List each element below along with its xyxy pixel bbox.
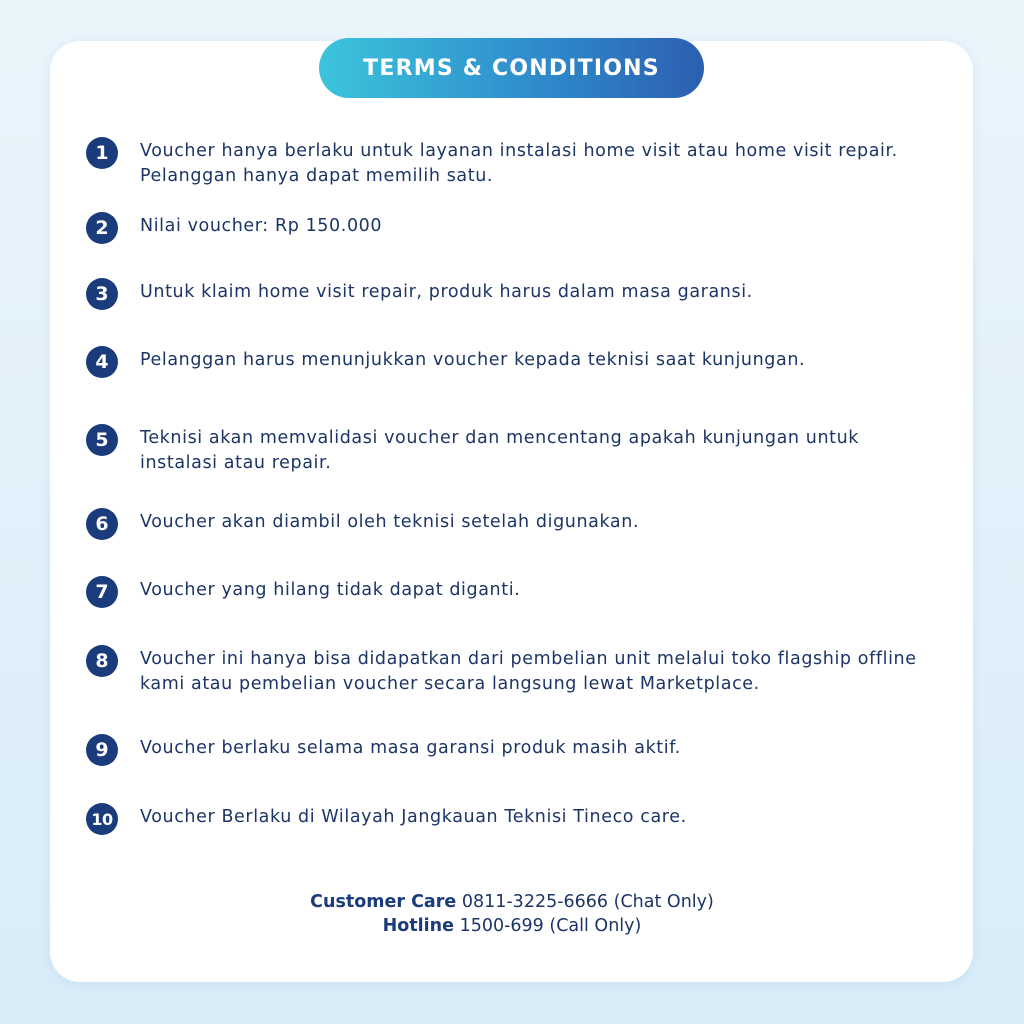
- term-text: Voucher Berlaku di Wilayah Jangkauan Teknisi Tineco care.: [140, 807, 687, 827]
- customer-care-number: 0811-3225-6666 (Chat Only): [461, 892, 714, 912]
- term-text: Voucher hanya berlaku untuk layanan instalasi home visit atau home visit repair. Pelanggan hanya dapat memilih satu.: [140, 141, 898, 186]
- term-number-badge: 5: [86, 424, 118, 456]
- term-number-badge: 4: [86, 346, 118, 378]
- hotline-label: Hotline: [382, 916, 454, 936]
- term-text: Teknisi akan memvalidasi voucher dan mencentang apakah kunjungan untuk instalasi atau repair.: [140, 428, 860, 473]
- term-number-badge: 9: [86, 734, 118, 766]
- term-text: Voucher akan diambil oleh teknisi setelah digunakan.: [140, 512, 640, 532]
- contact-footer: [0, 890, 1024, 938]
- customer-care-label: Customer Care: [310, 892, 457, 912]
- term-text: Nilai voucher: Rp 150.000: [140, 216, 383, 236]
- term-text: Voucher ini hanya bisa didapatkan dari pembelian unit melalui toko flagship offline kami atau pembelian voucher secara langsung lewat Marketplace.: [140, 649, 917, 694]
- term-text: Voucher berlaku selama masa garansi produk masih aktif.: [140, 738, 681, 758]
- customer-care-line: [0, 890, 1024, 914]
- term-number-badge: 7: [86, 576, 118, 608]
- hotline-number: 1500-699 (Call Only): [459, 916, 642, 936]
- term-number-badge: 10: [86, 803, 118, 835]
- term-text: Voucher yang hilang tidak dapat diganti.: [140, 580, 521, 600]
- term-number-badge: 8: [86, 645, 118, 677]
- hotline-line: [0, 914, 1024, 938]
- terms-title: TERMS & CONDITIONS: [319, 38, 704, 98]
- term-text: Pelanggan harus menunjukkan voucher kepada teknisi saat kunjungan.: [140, 350, 806, 370]
- term-number-badge: 1: [86, 137, 118, 169]
- term-text: Untuk klaim home visit repair, produk harus dalam masa garansi.: [140, 282, 753, 302]
- term-number-badge: 3: [86, 278, 118, 310]
- term-number-badge: 2: [86, 212, 118, 244]
- term-number-badge: 6: [86, 508, 118, 540]
